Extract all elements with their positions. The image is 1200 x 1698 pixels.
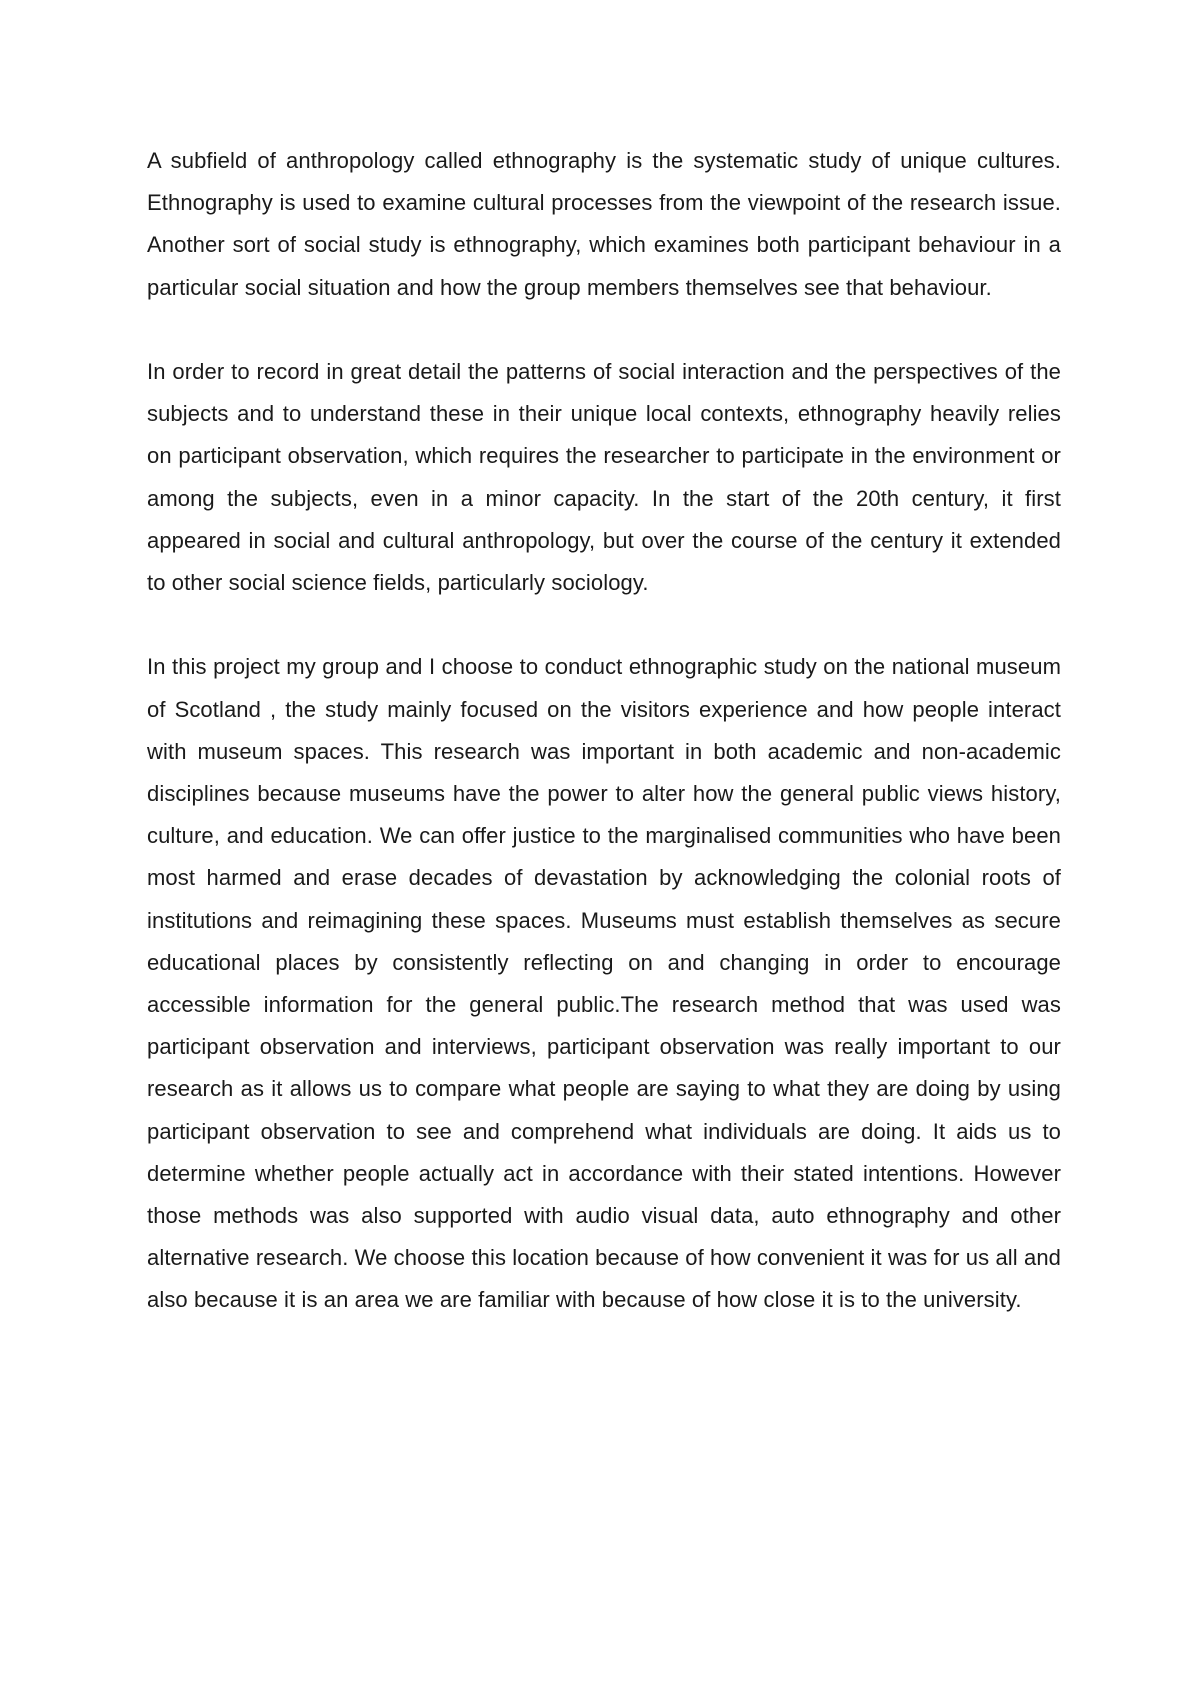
paragraph-3: In this project my group and I choose to conduct ethnographic study on the national museum of Scotland , the study mainly focused on the visitors experience and how people interact with museum spaces. This research was important in both academic and non-academic disciplines because museums have the power to alter how the general public views history, culture, and education. We can offer justice to the marginalised communities who have been most harmed and erase decades of devastation by acknowledging the colonial roots of institutions and reimagining these spaces. Museums must establish themselves as secure educational places by consistently reflecting on and changing in order to encourage accessible information for the general public.The research method that was used was participant observation and interviews, participant observation was really important to our research as it allows us to compare what people are saying to what they are doing by using participant observation to see and comprehend what individuals are doing. It aids us to determine whether people actually act in accordance with their stated intentions. However those methods was also supported with audio visual data, auto ethnography and other alternative research. We choose this location because of how convenient it was for us all and also because it is an area we are familiar with because of how close it is to the university. bbox=[147, 654, 1061, 1313]
paragraph-1: A subfield of anthropology called ethnography is the systematic study of unique cultures. Ethnography is used to examine cultural processes from the viewpoint of the research issue. Another sort of social study is ethnography, which examines both participant behaviour in a particular social situation and how the group members themselves see that behaviour. bbox=[147, 148, 1061, 300]
document-body bbox=[147, 140, 1061, 1322]
paragraph-2: In order to record in great detail the patterns of social interaction and the perspectives of the subjects and to understand these in their unique local contexts, ethnography heavily relies on participant observation, which requires the researcher to participate in the environment or among the subjects, even in a minor capacity. In the start of the 20th century, it first appeared in social and cultural anthropology, but over the course of the century it extended to other social science fields, particularly sociology. bbox=[147, 359, 1061, 596]
